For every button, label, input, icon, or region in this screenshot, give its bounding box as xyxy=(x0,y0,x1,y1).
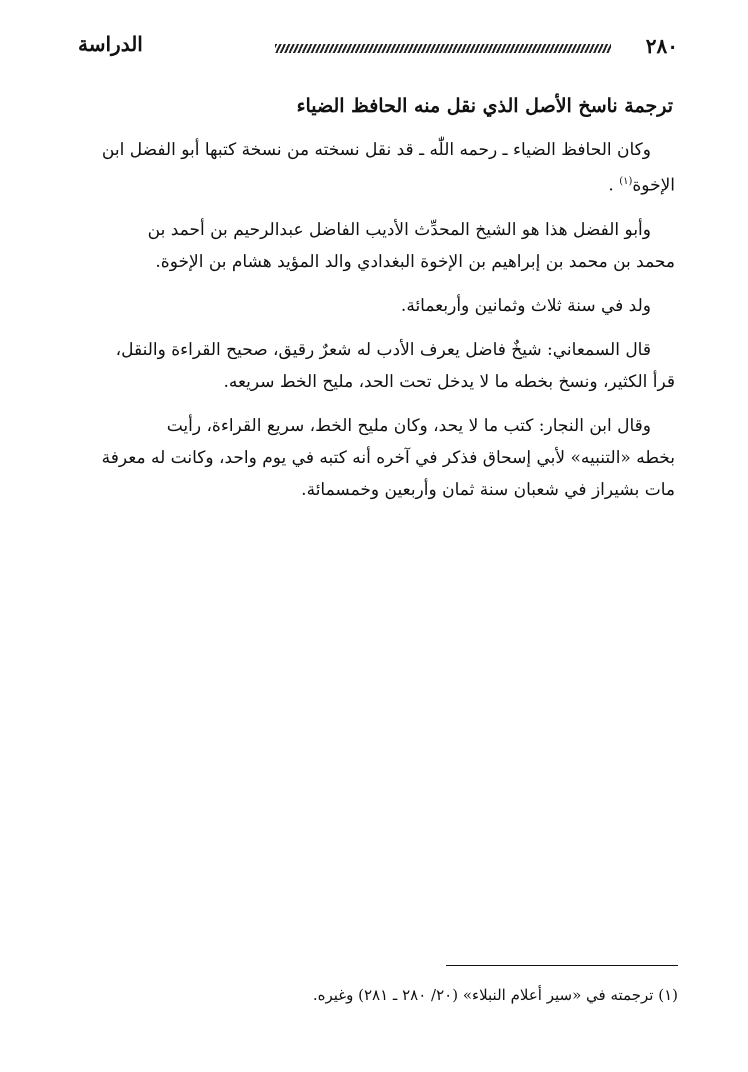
paragraph-line xyxy=(81,166,675,202)
paragraph-5 xyxy=(81,410,675,506)
paragraph-1 xyxy=(81,134,675,202)
paragraph-line: مات بشيراز في شعبان سنة ثمان وأربعين وخمسمائة. xyxy=(301,479,675,500)
paragraph-line-end: . xyxy=(608,175,620,196)
paragraph-line: قال السمعاني: شيخٌ فاضل يعرف الأدب له شعرٌ رقيق، صحيح القراءة والنقل، xyxy=(115,339,651,360)
paragraph-3 xyxy=(81,290,651,322)
page-number: ٢٨٠ xyxy=(645,34,678,58)
running-title-text: الدراسة xyxy=(78,32,143,56)
header-ornamental-rule xyxy=(275,44,611,53)
footnote xyxy=(78,982,678,1008)
footnote-divider xyxy=(446,965,678,966)
paragraph-line-text: الإخوة xyxy=(632,175,675,196)
paragraph-line: قرأ الكثير، ونسخ بخطه ما لا يدخل تحت الحد، مليح الخط سريعه. xyxy=(223,371,675,392)
paragraph-line: وكان الحافظ الضياء ـ رحمه اللّٰه ـ قد نقل نسخته من نسخة كتبها أبو الفضل ابن xyxy=(101,140,651,160)
footnote-number: (١) xyxy=(658,986,678,1004)
paragraph-line: ولد في سنة ثلاث وثمانين وأربعمائة. xyxy=(400,295,651,316)
footnote-reference[interactable]: (١) xyxy=(619,176,633,187)
paragraph-line: وقال ابن النجار: كتب ما لا يحد، وكان مليح الخط، سريع القراءة، رأيت xyxy=(166,415,651,436)
paragraph-line: محمد بن محمد بن إبراهيم بن الإخوة البغدادي والد المؤيد هشام بن الإخوة. xyxy=(155,251,675,272)
running-title xyxy=(78,32,143,56)
footnote-text: ترجمته في «سير أعلام النبلاء» (٢٠/ ٢٨٠ ـ ٢٨١) وغيره. xyxy=(312,986,654,1004)
paragraph-line: بخطه «التنبيه» لأبي إسحاق فذكر في آخره أنه كتبه في يوم واحد، وكانت له معرفة xyxy=(101,447,675,468)
body-text xyxy=(81,88,675,518)
paragraph-line: وأبو الفضل هذا هو الشيخ المحدِّث الأديب الفاضل عبدالرحيم بن أحمد بن xyxy=(147,219,651,240)
section-heading: ترجمة ناسخ الأصل الذي نقل منه الحافظ الضياء xyxy=(296,95,673,117)
paragraph-2 xyxy=(81,214,675,278)
paragraph-4 xyxy=(81,334,675,398)
